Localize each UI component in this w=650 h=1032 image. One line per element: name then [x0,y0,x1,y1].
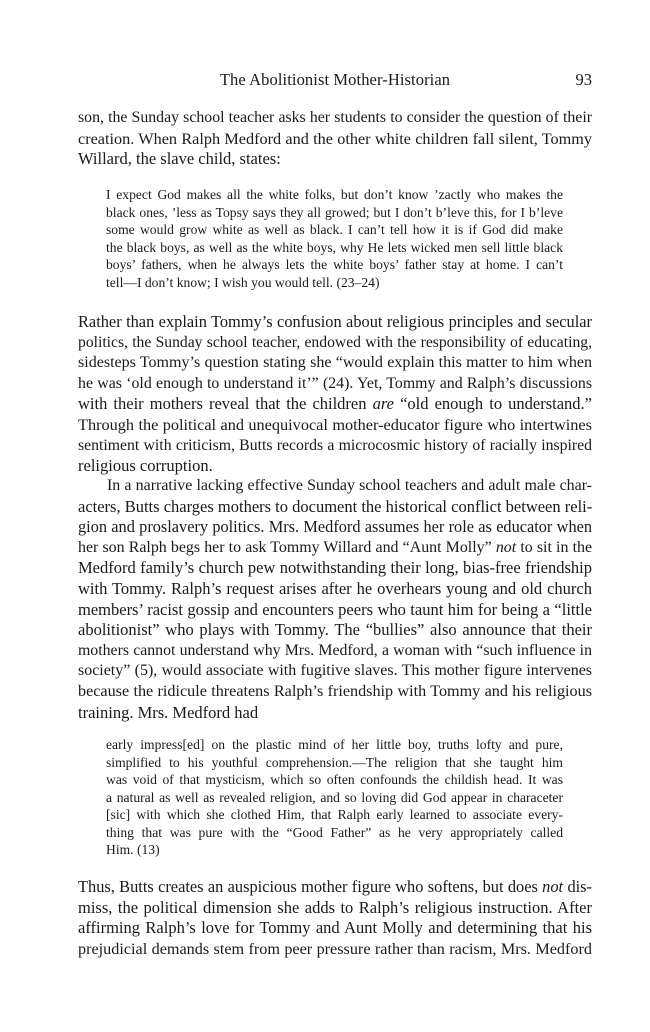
text-line: prejudicial demands stem from peer pressure rather than racism, Mrs. Medford [78,939,592,958]
quote-line: boys’ fathers, when he always lets the white boys’ father stay at home. I can’t [106,257,563,272]
text-run: Thus, Butts creates an auspicious mother figure who softens, but does [78,877,538,896]
text-line: acters, Butts charges mothers to document the historical conflict between reli- [78,496,593,516]
text-run: her son Ralph begs her to ask Tommy Willard and “Aunt Molly” [78,538,492,556]
emphasis: not [542,877,564,896]
text-line: Willard, the slave child, states: [78,149,281,169]
text-line: mothers cannot understand why Mrs. Medford, a woman with “such influence in [78,641,592,659]
text-line: Through the political and unequivocal mother-educator figure who intertwines [78,414,592,434]
text-line: because the ridicule threatens Ralph’s friendship with Tommy and his religious [78,682,592,700]
text-line: he was ‘old enough to understand it’” (24). Yet, Tommy and Ralph’s discussions [78,374,592,392]
block-quote-1 [106,186,563,291]
text-line: religious corruption. [78,456,213,476]
quote-line: I expect God makes all the white folks, but don’t know ’zactly who makes the [106,187,563,202]
text-line: with Tommy. Ralph’s request arises after he overhears young and old church [78,578,592,598]
text-run: with their mothers reveal that the children [78,394,367,414]
text-line: creation. When Ralph Medford and the other white children fall silent, Tommy [78,129,592,148]
text-line: miss, the political dimension she adds to Ralph’s religious instruction. After [78,897,592,917]
text-line: Medford family’s church pew notwithstanding their long, bias-free friendship [78,558,592,578]
emphasis: not [495,538,517,556]
quote-line: black ones, ’less as Topsy says they all growed; but I don’t b’leve this, for I b’leve [106,204,563,220]
quote-line: early impress[ed] on the plastic mind of her little boy, truths lofty and pure, [106,737,563,752]
text-line: son, the Sunday school teacher asks her students to consider the question of their [78,109,592,126]
text-line [78,394,592,415]
quote-line: was void of that mysticism, which so often confounds the childish head. It was [106,772,563,787]
quote-line: thing that was pure with the “Good Father” as he very appropriately called [106,824,563,840]
text-line: society” (5), would associate with fugitive slaves. This mother figure intervenes [78,662,592,680]
text-line: members’ racist gossip and encounters peers who taunt him for being a “little [78,599,592,619]
text-line: abolitionist” who plays with Tommy. The “bullies” also announce that their [78,620,592,640]
text-line: gion and proslavery politics. Mrs. Medford assumes her role as educator when [78,517,592,537]
text-run: to sit in the [520,538,593,556]
quote-line: simplified to his youthful comprehension.—The religion that she taught him [106,754,563,770]
text-line [78,538,592,559]
block-quote-2 [106,736,563,859]
page-number: 93 [575,70,592,89]
paragraph-1 [78,108,592,170]
emphasis: are [372,394,394,414]
text-line: sentiment with criticism, Butts records a microcosmic history of racially inspired [78,436,592,454]
paragraph-4 [78,877,592,959]
quote-line: Him. (13) [106,842,160,857]
text-line: In a narrative lacking effective Sunday school teachers and adult male char- [107,477,592,494]
paragraph-3 [78,476,592,723]
quote-line: some would grow white as well as black. I can’t tell how it is if God did make [106,222,563,237]
quote-line: [sic] with which she clothed Him, that Ralph early learned to associate every- [106,807,563,822]
text-line: politics, the Sunday school teacher, endowed with the responsibility of educating, [78,333,592,351]
text-run: “old enough to understand.” [400,394,592,414]
quote-line: tell—I don’t know; I wish you would tell. (23–24) [106,274,380,290]
text-line: training. Mrs. Medford had [78,702,259,722]
running-head [78,70,592,92]
quote-line: the black boys, as well as the white boys, why He lets wicked men sell little black [106,239,563,255]
text-line: sidesteps Tommy’s question stating she “would explain this matter to him when [78,354,592,372]
paragraph-2 [78,312,592,477]
text-line [78,877,592,898]
quote-line: a natural as well as revealed religion, and so loving did God appear in characeter [106,789,563,805]
text-run: dis- [567,877,592,896]
text-line: Rather than explain Tommy’s confusion about religious principles and secular [78,312,592,331]
text-line: affirming Ralph’s love for Tommy and Aunt Molly and determining that his [78,918,592,938]
running-title: The Abolitionist Mother-Historian [219,70,451,89]
